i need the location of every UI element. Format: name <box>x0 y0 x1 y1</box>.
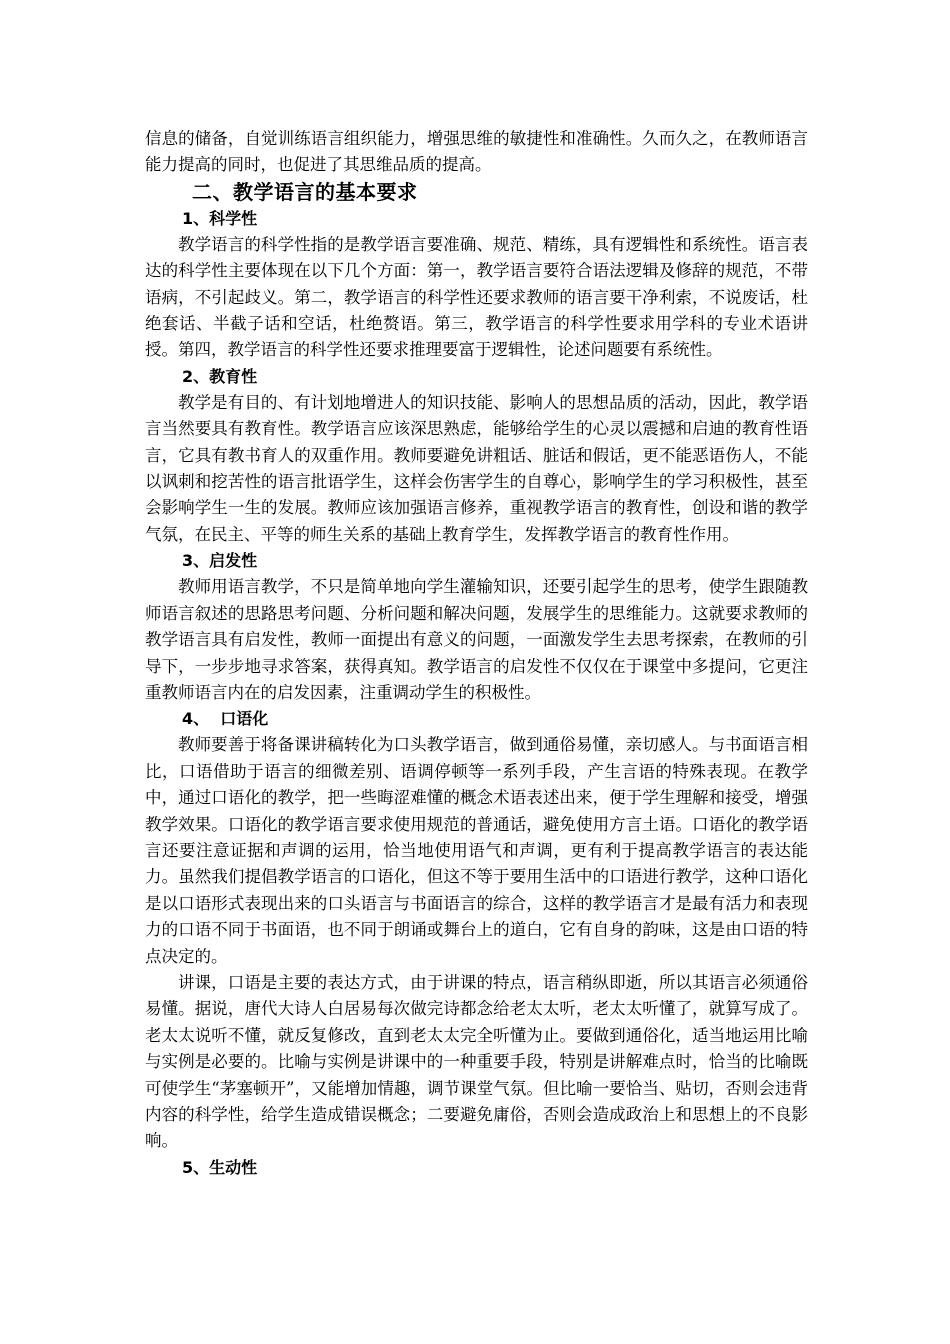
subsection-heading-colloquial: 4、 口语化 <box>182 709 269 729</box>
section-heading: 二、教学语言的基本要求 <box>192 179 418 204</box>
paragraph-educational: 教学是有目的、有计划地增进人的知识技能、影响人的思想品质的活动，因此，教学语言当然要具有教育性。教学语言应该深思熟虑，能够给学生的心灵以震撼和启迪的教育性语言，它具有教书育人的双重作用。教师要避免讲粗话、脏话和假话，更不能恶语伤人，不能以讽刺和挖苦性的语言批语学生，这样会伤害学生的自尊心，影响学生的学习积极性，甚至会影响学生一生的发展。教师应该加强语言修养，重视教学语言的教育性，创设和谐的教学气氛，在民主、平等的师生关系的基础上教育学生，发挥教学语言的教育性作用。 <box>145 392 808 544</box>
subsection-heading-heuristic: 3、启发性 <box>182 551 258 571</box>
paragraph-colloquial-1: 教师要善于将备课讲稿转化为口头教学语言，做到通俗易懂，亲切感人。与书面语言相比，口语借助于语言的细微差别、语调停顿等一系列手段，产生言语的特殊表现。在教学中，通过口语化的教学，把一些晦涩难懂的概念术语表述出来，便于学生理解和接受，增强教学效果。口语化的教学语言要求使用规范的普通话，避免使用方言土语。口语化的教学语言还要注意证据和声调的运用，恰当地使用语气和声调，更有利于提高教学语言的表达能力。虽然我们提倡教学语言的口语化，但这不等于要用生活中的口语进行教学，这种口语化是以口语形式表现出来的口头语言与书面语言的综合，这样的教学语言才是最有活力和表现力的口语不同于书面语，也不同于朗诵或舞台上的道白，它有自身的韵味，这是由口语的特点决定的。 <box>145 735 808 966</box>
document-page <box>145 126 808 1181</box>
subsection-heading-educational: 2、教育性 <box>182 366 258 386</box>
intro-continuation-paragraph: 信息的储备，自觉训练语言组织能力，增强思维的敏捷性和准确性。久而久之，在教师语言能力提高的同时，也促进了其思维品质的提高。 <box>145 129 808 175</box>
paragraph-colloquial-2: 讲课，口语是主要的表达方式，由于讲课的特点，语言稍纵即逝，所以其语言必须通俗易懂。据说，唐代大诗人白居易每次做完诗都念给老太太听，老太太听懂了，就算写成了。老太太说听不懂，就反复修改，直到老太太完全听懂为止。要做到通俗化，适当地运用比喻与实例是必要的。比喻与实例是讲课中的一种重要手段，特别是讲解难点时，恰当的比喻既可使学生“茅塞顿开”，又能增加情趣，调节课堂气氛。但比喻一要恰当、贴切，否则会违背内容的科学性，给学生造成错误概念；二要避免庸俗，否则会造成政治上和思想上的不良影响。 <box>145 972 808 1151</box>
subsection-heading-vivid: 5、生动性 <box>182 1157 258 1177</box>
subsection-heading-scientific: 1、科学性 <box>182 208 258 228</box>
paragraph-heuristic: 教师用语言教学，不只是简单地向学生灌输知识，还要引起学生的思考，使学生跟随教师语言叙述的思路思考问题、分析问题和解决问题，发展学生的思维能力。这就要求教师的教学语言具有启发性，教师一面提出有意义的问题，一面激发学生去思考探索，在教师的引导下，一步步地寻求答案，获得真知。教学语言的启发性不仅仅在于课堂中多提问，它更注重教师语言内在的启发因素，注重调动学生的积极性。 <box>145 577 808 702</box>
paragraph-scientific: 教学语言的科学性指的是教学语言要准确、规范、精练，具有逻辑性和系统性。语言表达的科学性主要体现在以下几个方面：第一，教学语言要符合语法逻辑及修辞的规范，不带语病，不引起歧义。第二，教学语言的科学性还要求教师的语言要干净利索，不说废话，杜绝套话、半截子话和空话，杜绝赘语。第三，教学语言的科学性要求用学科的专业术语讲授。第四，教学语言的科学性还要求推理要富于逻辑性，论述问题要有系统性。 <box>145 234 808 360</box>
